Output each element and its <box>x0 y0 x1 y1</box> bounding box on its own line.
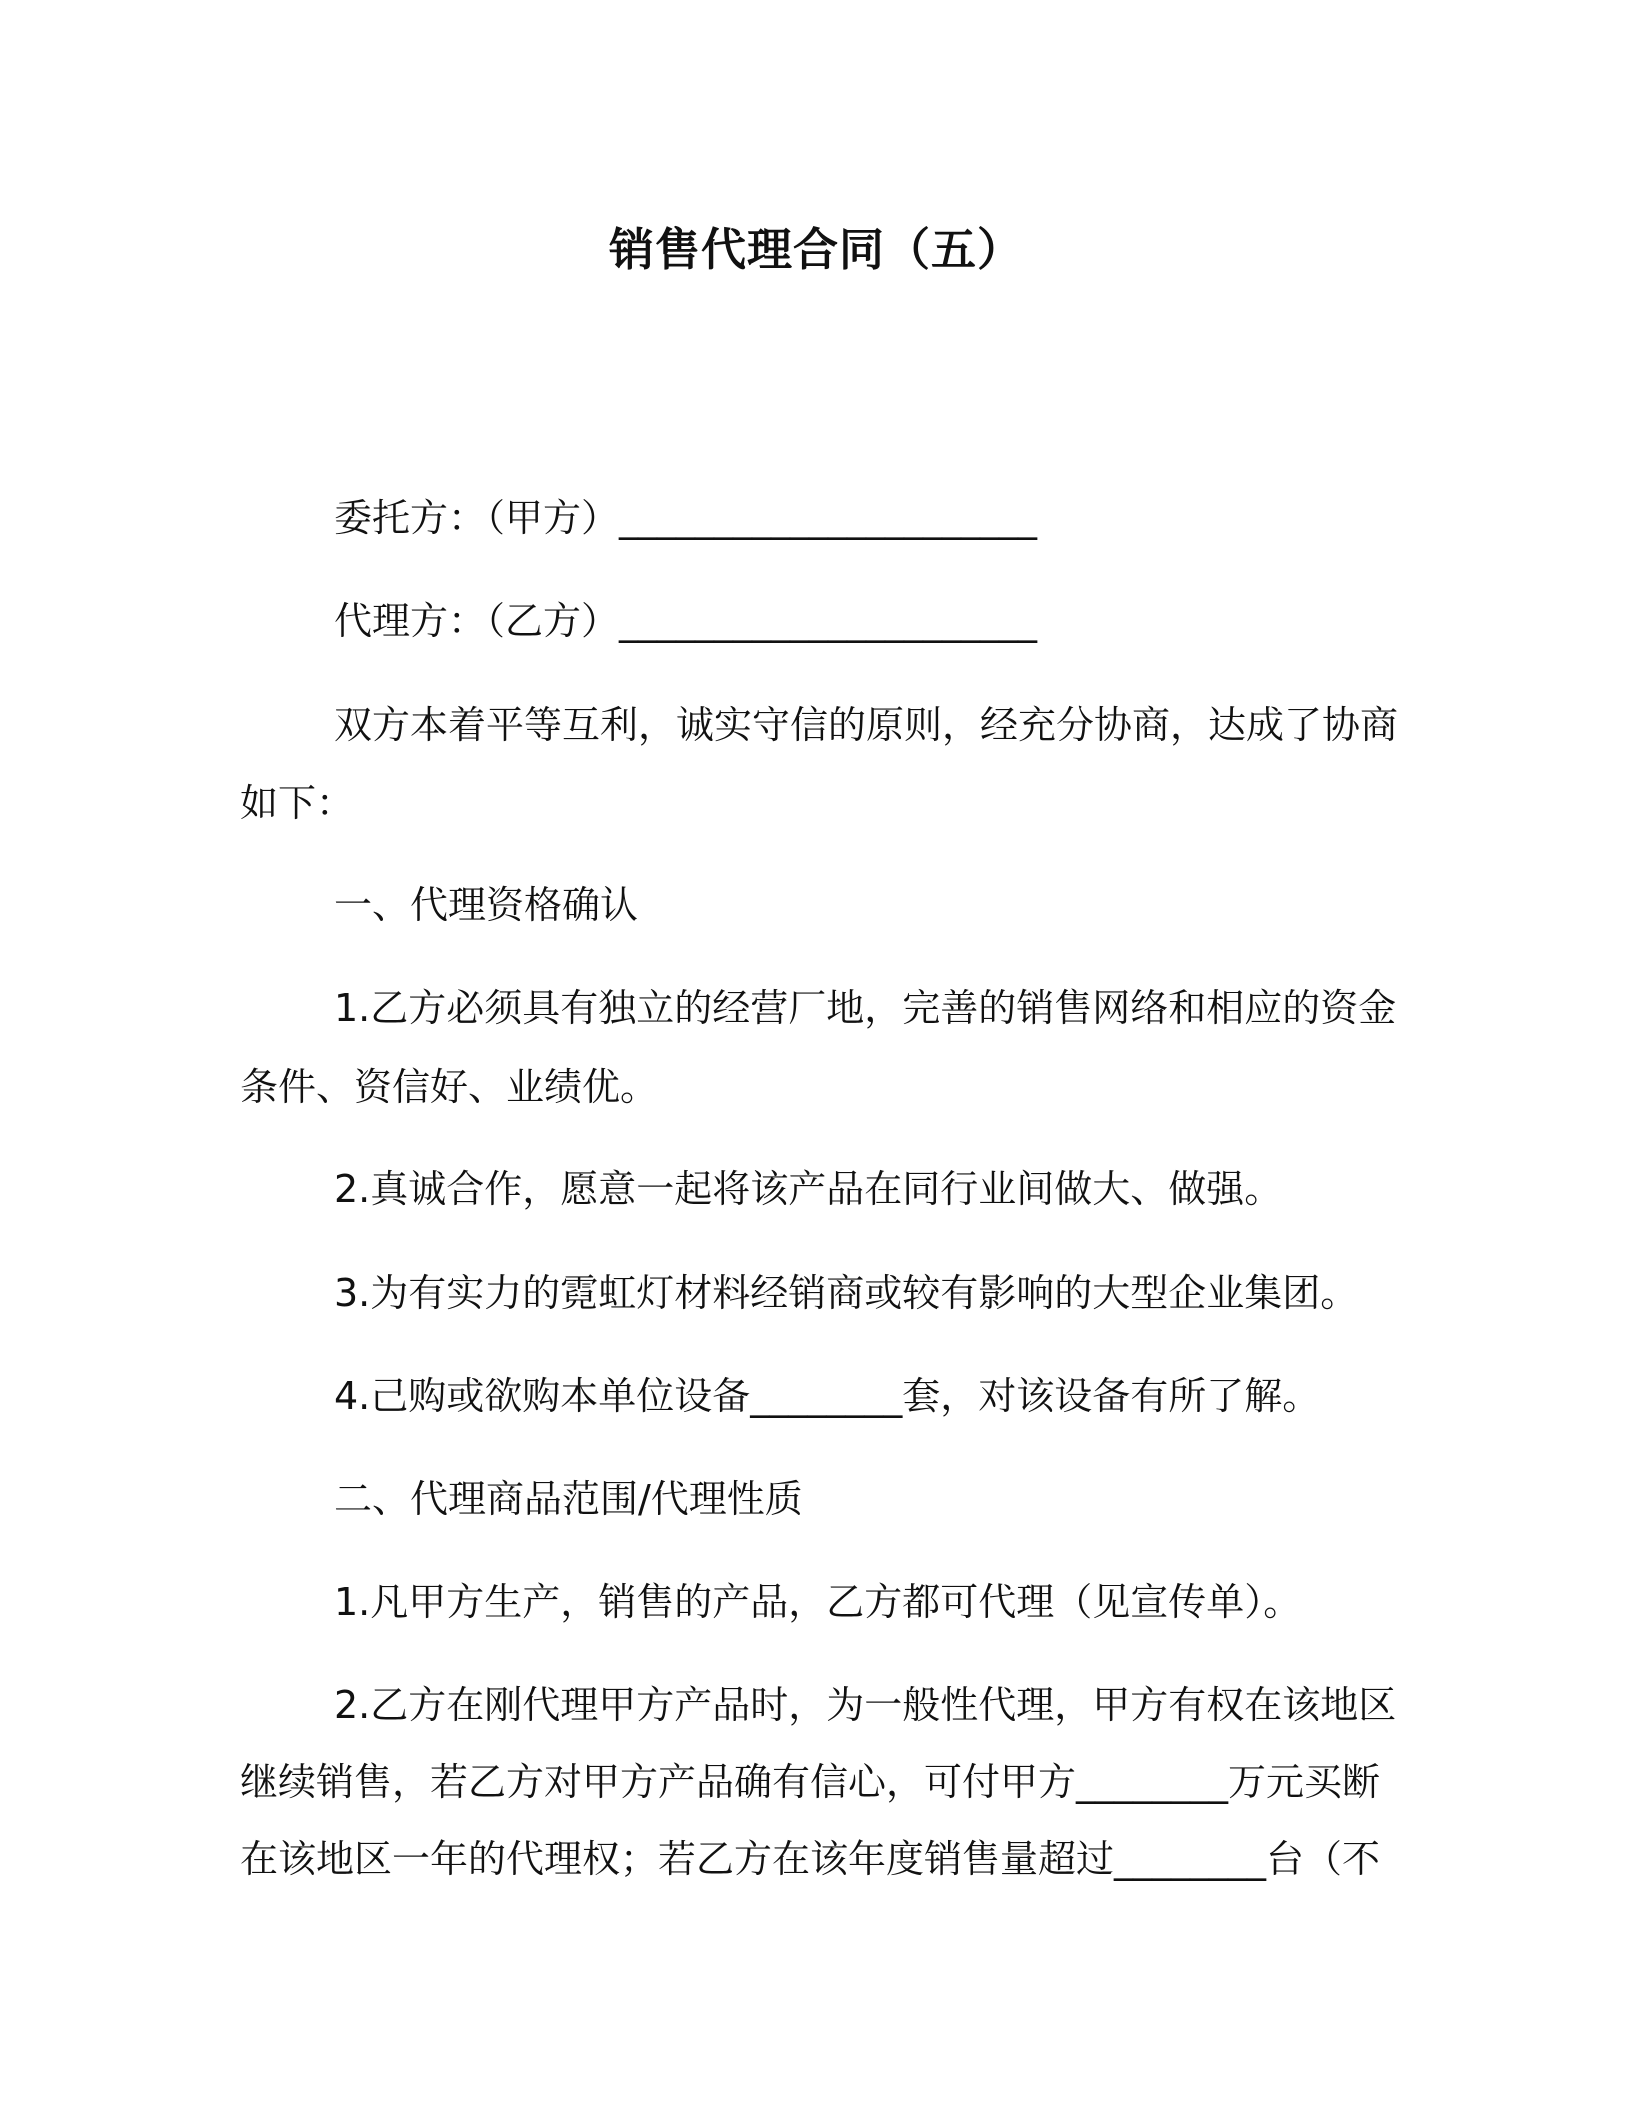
paragraph-line: 继续销售，若乙方对甲方产品确有信心，可付甲方________万元买断 <box>240 1760 1381 1804</box>
party-b-line: 代理方：（乙方）______________________ <box>334 599 1038 643</box>
paragraph-line: 1.乙方必须具有独立的经营厂地，完善的销售网络和相应的资金 <box>334 986 1397 1030</box>
paragraph-line: 3.为有实力的霓虹灯材料经销商或较有影响的大型企业集团。 <box>334 1271 1359 1315</box>
paragraph-line: 条件、资信好、业绩优。 <box>240 1065 659 1109</box>
document-title: 销售代理合同（五） <box>608 223 1023 276</box>
paragraph-line: 双方本着平等互利，诚实守信的原则，经充分协商，达成了协商 <box>334 703 1399 747</box>
paragraph-line: 2.乙方在刚代理甲方产品时，为一般性代理，甲方有权在该地区 <box>334 1683 1397 1727</box>
paragraph-line: 4.己购或欲购本单位设备________套，对该设备有所了解。 <box>334 1374 1321 1418</box>
paragraph-line: 如下： <box>240 781 355 825</box>
paragraph-line: 2.真诚合作，愿意一起将该产品在同行业间做大、做强。 <box>334 1167 1283 1211</box>
section-heading: 一、代理资格确认 <box>334 883 639 927</box>
paragraph-line: 在该地区一年的代理权；若乙方在该年度销售量超过________台（不 <box>240 1837 1381 1881</box>
paragraph-line: 1.凡甲方生产，销售的产品，乙方都可代理（见宣传单）。 <box>334 1580 1302 1624</box>
section-heading: 二、代理商品范围/代理性质 <box>334 1477 803 1521</box>
party-a-line: 委托方：（甲方）______________________ <box>334 496 1038 540</box>
